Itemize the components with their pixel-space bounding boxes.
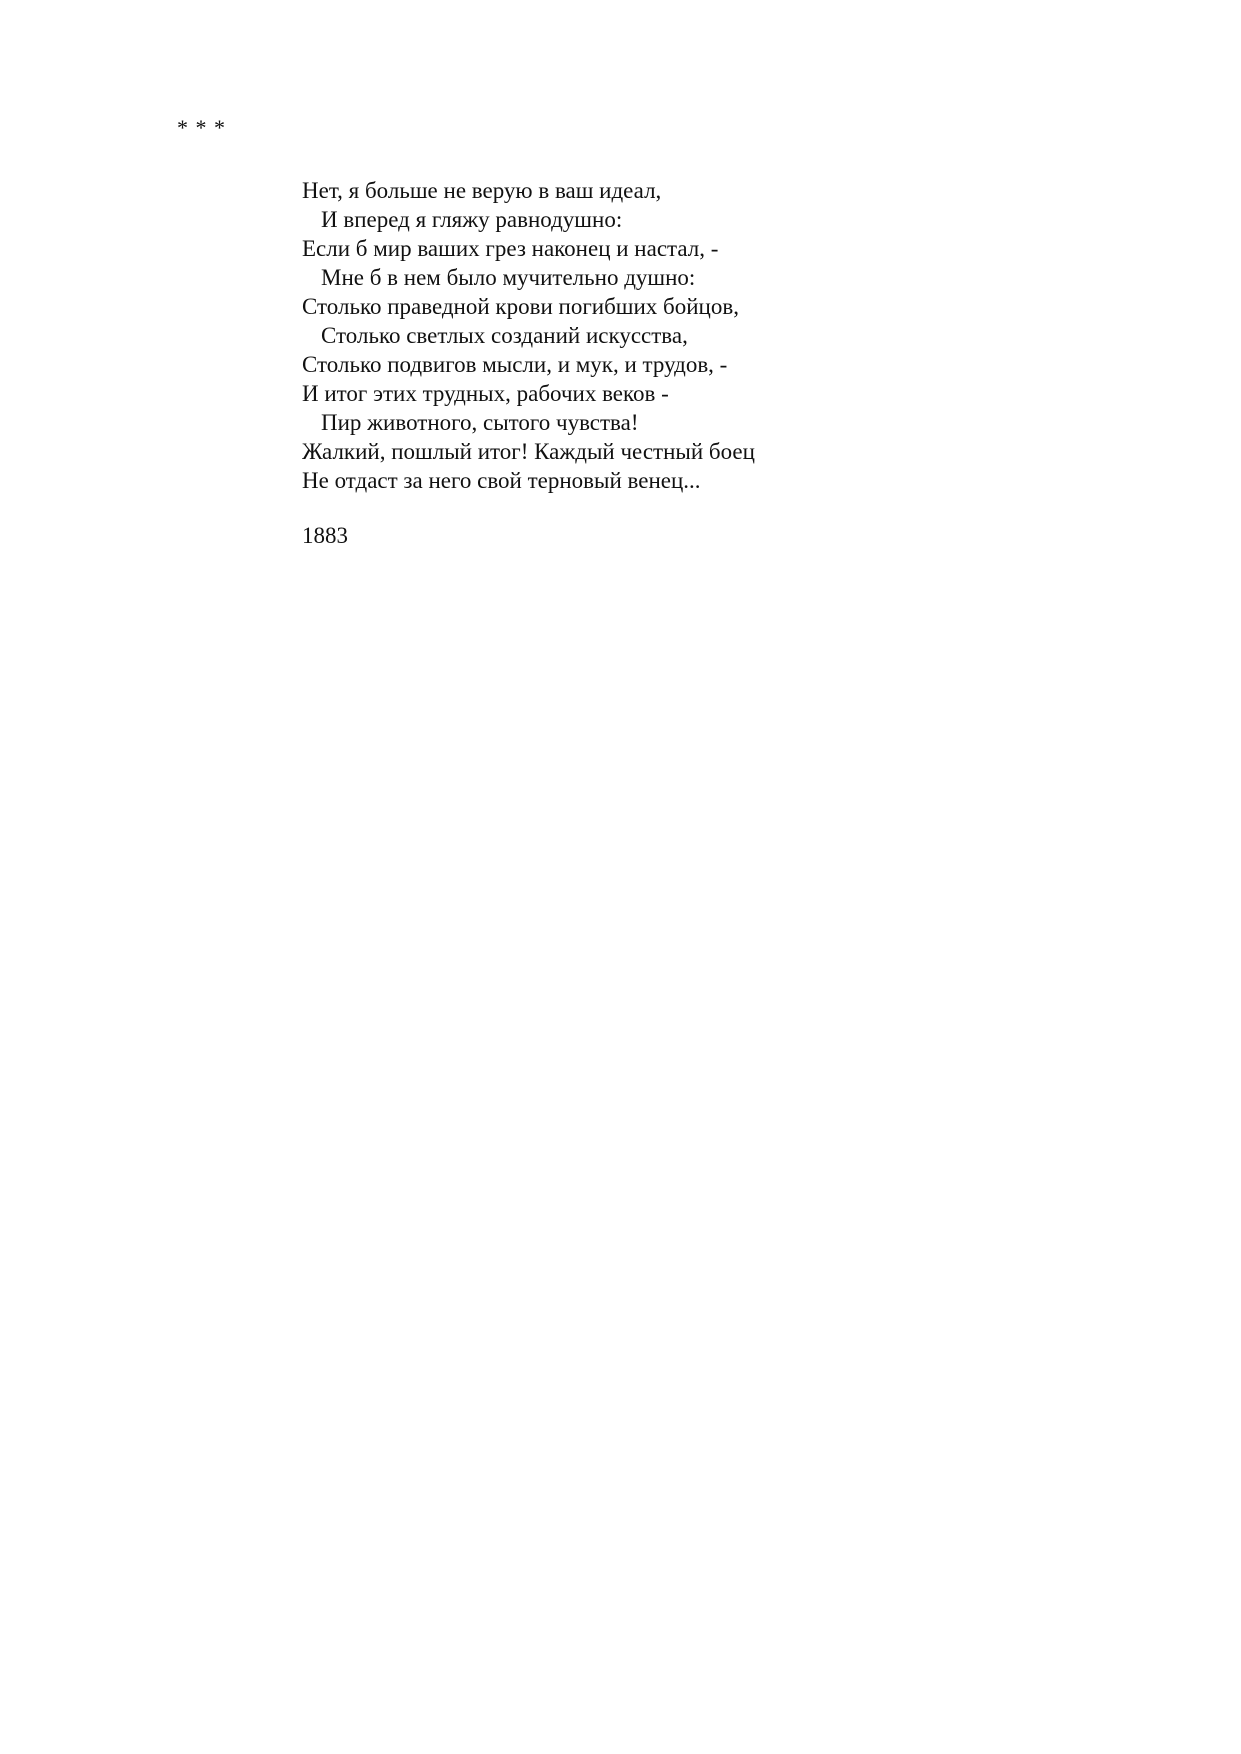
poem-line: Столько праведной крови погибших бойцов, [302, 294, 739, 319]
poem-line: Не отдаст за него свой терновый венец... [302, 468, 701, 493]
poem-text [302, 176, 755, 495]
poem-year: 1883 [302, 523, 348, 548]
poem-line: Мне б в нем было мучительно душно: [321, 265, 696, 290]
section-separator: * * * [177, 115, 226, 140]
poem-line: Столько подвигов мысли, и мук, и трудов, - [302, 352, 728, 377]
poem-line: Нет, я больше не верую в ваш идеал, [302, 178, 662, 203]
poem-line: Пир животного, сытого чувства! [321, 410, 639, 435]
poem-line: Если б мир ваших грез наконец и настал, - [302, 236, 719, 261]
poem-line: И итог этих трудных, рабочих веков - [302, 381, 669, 406]
poem-line: Столько светлых созданий искусства, [321, 323, 688, 348]
poem-line: Жалкий, пошлый итог! Каждый честный боец [302, 439, 755, 464]
poem-line: И вперед я гляжу равнодушно: [321, 207, 623, 232]
